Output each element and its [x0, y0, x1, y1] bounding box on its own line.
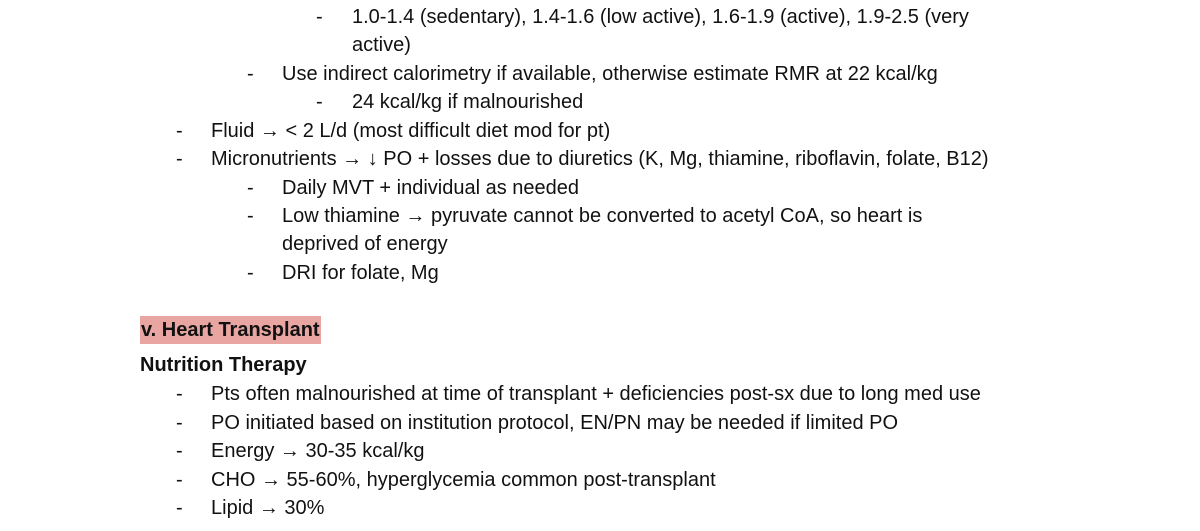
bullet-dash: - [176, 440, 183, 462]
note-line-continued: active) [352, 34, 411, 56]
note-line: Daily MVT + individual as needed [282, 177, 580, 199]
section-title: v. Heart Transplant [140, 316, 321, 344]
bullet-dash: - [247, 177, 254, 199]
bullet-dash: - [176, 412, 183, 434]
subheading: Nutrition Therapy [140, 354, 307, 376]
bullet-dash: - [316, 6, 323, 28]
bullet-dash: - [176, 469, 183, 491]
note-line: 1.0-1.4 (sedentary), 1.4-1.6 (low active), 1.6-1.9 (active), 1.9-2.5 (very [352, 6, 969, 28]
note-line: Pts often malnourished at time of transplant + deficiencies post-sx due to long med use [211, 383, 981, 405]
bullet-dash: - [176, 120, 183, 142]
note-line: CHO → 55-60%, hyperglycemia common post-transplant [211, 469, 716, 491]
note-line: 24 kcal/kg if malnourished [352, 91, 584, 113]
bullet-dash: - [176, 148, 183, 170]
note-line: Fluid → < 2 L/d (most difficult diet mod for pt) [211, 120, 611, 142]
bullet-dash: - [247, 262, 254, 284]
note-line: Low thiamine → pyruvate cannot be converted to acetyl CoA, so heart is [282, 205, 923, 227]
note-line: Lipid → 30% [211, 497, 325, 519]
note-line: Micronutrients → ↓ PO + losses due to diuretics (K, Mg, thiamine, riboflavin, folate, B12) [211, 148, 989, 170]
note-line: Use indirect calorimetry if available, otherwise estimate RMR at 22 kcal/kg [282, 63, 938, 85]
bullet-dash: - [316, 91, 323, 113]
bullet-dash: - [176, 497, 183, 519]
bullet-dash: - [176, 383, 183, 405]
bullet-dash: - [247, 63, 254, 85]
bullet-dash: - [247, 205, 254, 227]
note-line: Energy → 30-35 kcal/kg [211, 440, 425, 462]
note-line-continued: deprived of energy [282, 233, 448, 255]
note-line: PO initiated based on institution protocol, EN/PN may be needed if limited PO [211, 412, 899, 434]
note-line: DRI for folate, Mg [282, 262, 439, 284]
